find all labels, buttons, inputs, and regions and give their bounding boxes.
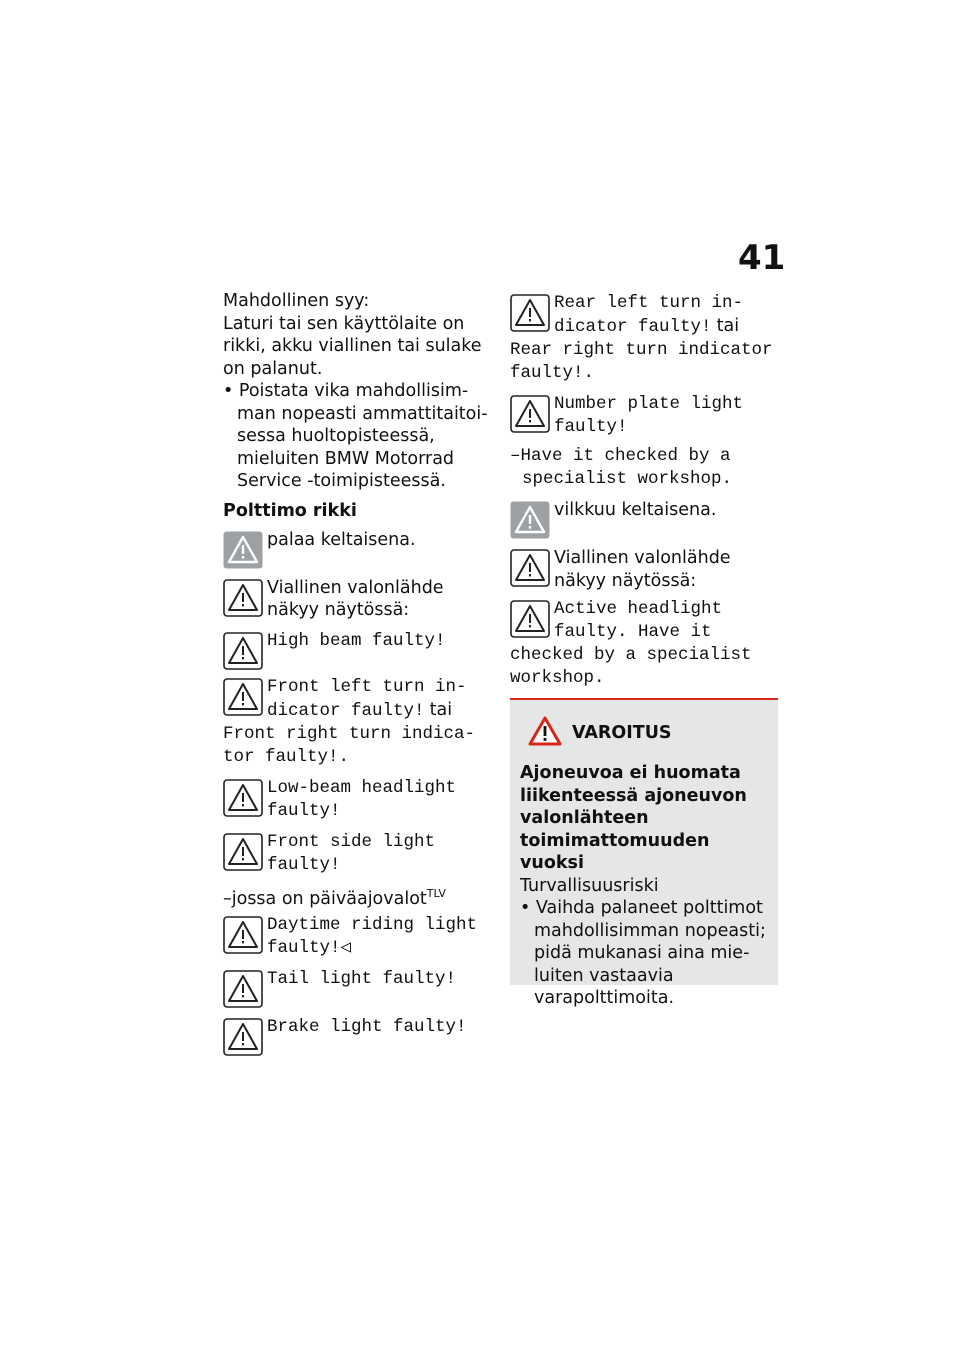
message-high-beam: High beam faulty! [267, 630, 446, 651]
warning-triangle-outline-icon [510, 294, 550, 332]
page-number: 41 [738, 238, 786, 278]
warning-title: VAROITUS [572, 723, 672, 743]
drl-condition [223, 883, 493, 910]
warning-triangle-outline-icon [510, 395, 550, 433]
drl-text: –jossa on päiväajovalot [223, 888, 427, 909]
message-row [510, 393, 780, 439]
message-row [223, 1016, 493, 1056]
red-warning-triangle-icon [528, 716, 562, 750]
message-row [510, 598, 780, 690]
warning-subtitle: Ajoneuvoa ei huomata liikenteessä ajoneuvon valonlähteen toimimattomuuden vuoksi [520, 763, 747, 873]
warning-triangle-outline-icon [223, 916, 263, 954]
message-rear-turn-right: Rear right turn indicator faulty! [510, 340, 773, 383]
message-front-turn-left: Front left turn indicator faulty! [267, 676, 467, 721]
message-active-headlight: Active headlight faulty. Have it checked by a specialist workshop. [510, 599, 752, 688]
warning-triangle-outline-icon [223, 678, 263, 716]
message-front-side: Front side light faulty! [267, 831, 436, 875]
message-row [223, 914, 493, 960]
warning-box [510, 698, 778, 1008]
warning-header [528, 716, 768, 750]
message-row [223, 630, 493, 670]
flash-text: vilkkuu keltaisena. [554, 500, 717, 520]
indicator-row-filled [223, 529, 493, 569]
drl-superscript: TLV [426, 886, 446, 900]
warning-risk: Turvallisuusriski [520, 875, 659, 896]
bullet-item: • Poistata vika mahdollisimman nopeasti ammattitaitoisessa huoltopisteessä, mieluiten BMW Motorrad Service -toimipisteessä. [223, 381, 488, 491]
message-tail: Tail light faulty! [267, 968, 457, 989]
indicator-row [223, 577, 493, 622]
message-number-plate: Number plate light faulty! [554, 394, 744, 437]
or-text: tai [716, 316, 740, 336]
section-heading: Polttimo rikki [223, 500, 357, 521]
warning-triangle-filled-icon [223, 531, 263, 569]
message-row [223, 831, 493, 877]
message-row [223, 676, 493, 769]
warning-bullet-text: Vaihda palaneet polttimot mahdollisimman nopeasti; pidä mukanasi aina mieluiten vastaavia varapolttimoita. [534, 898, 766, 1008]
lights-text: palaa keltaisena. [267, 529, 416, 550]
message-low-beam: Low-beam headlight faulty! [267, 777, 457, 821]
period: . [583, 363, 595, 383]
right-column [510, 290, 780, 690]
message-row [223, 968, 493, 1008]
check-instruction [510, 445, 780, 491]
indicator-row-filled [510, 499, 780, 539]
warning-triangle-outline-icon [510, 549, 550, 587]
cause-text: Laturi tai sen käyttölaite on rikki, akku viallinen tai sulake on palanut. [223, 313, 482, 379]
message-drl [267, 914, 493, 960]
display-text: Viallinen valonlähde näkyy näytössä: [554, 548, 731, 591]
warning-triangle-outline-icon [223, 833, 263, 871]
or-text: tai [429, 699, 453, 720]
message-row [510, 292, 780, 385]
warning-triangle-outline-icon [223, 579, 263, 617]
period: . [338, 746, 350, 767]
display-text: Viallinen valonlähde näkyy näytössä: [267, 577, 444, 620]
message-row [223, 777, 493, 823]
end-mark: ◁ [340, 937, 352, 958]
warning-triangle-outline-icon [223, 779, 263, 817]
warning-triangle-outline-icon [223, 632, 263, 670]
warning-triangle-outline-icon [223, 1018, 263, 1056]
message-rear-turn-left: Rear left turn indicator faulty! [554, 293, 744, 337]
dash: – [510, 446, 521, 466]
message-front-turn-right: Front right turn indicator faulty! [223, 723, 476, 767]
warning-triangle-filled-icon [510, 501, 550, 539]
left-column [223, 290, 493, 1056]
message-drl-text: Daytime riding light faulty! [267, 914, 478, 958]
message-brake: Brake light faulty! [267, 1016, 467, 1037]
message-check: Have it checked by a specialist workshop. [520, 446, 733, 489]
cause-heading: Mahdollinen syy: [223, 291, 370, 311]
indicator-row [510, 547, 780, 592]
bullet-text: Poistata vika mahdollisimman nopeasti ammattitaitoisessa huoltopisteessä, mieluiten BMW Motorrad Service -toimipisteessä. [237, 381, 488, 491]
warning-triangle-outline-icon [223, 970, 263, 1008]
warning-triangle-outline-icon [510, 600, 550, 638]
warning-bullet: • Vaihda palaneet polttimot mahdollisimman nopeasti; pidä mukanasi aina mieluiten vastaavia varapolttimoita. [520, 898, 766, 1008]
